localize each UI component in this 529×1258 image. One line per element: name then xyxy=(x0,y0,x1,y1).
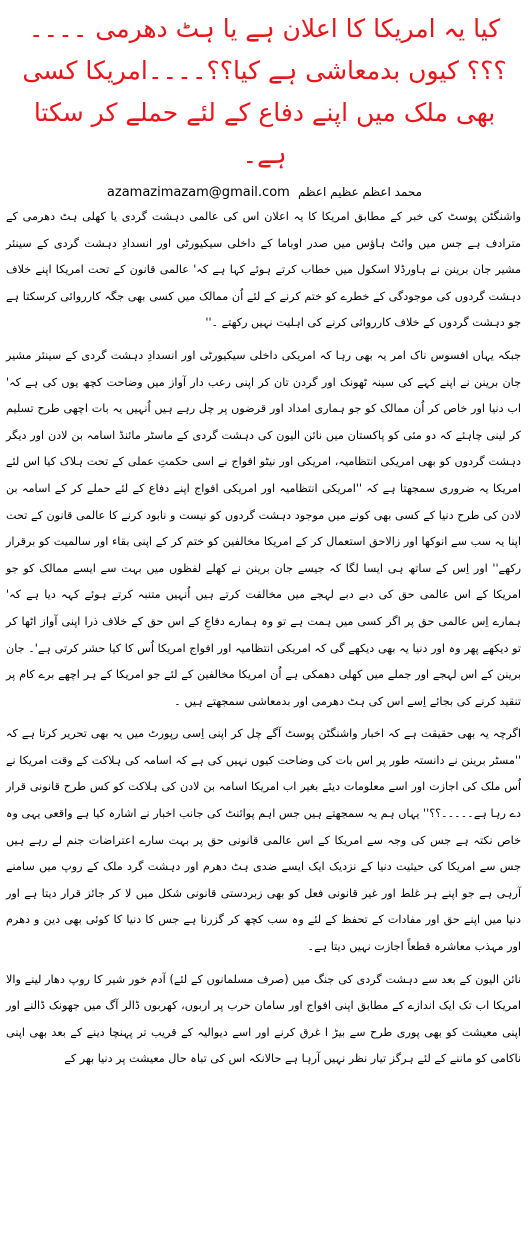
author-byline xyxy=(0,182,529,202)
paragraph: نائن الیون کے بعد سے دہشت گردی کی جنگ میں (صرف مسلمانوں کے لئے) آدم خور شیر کا روپ دھار لینے والا امریکا اب تک ایک اندازے کے مطابق اپنی افواج اور سامان حرب پر اربوں، کھربوں ڈالر آگ میں جھونک ڈالنے اور اپنی معیشت کو بھی پوری طرح سے بیڑ ا غرق کرنے اور اسے دیوالیہ کے قریب تر پہنچا دینے کے بعد بھی اپنی ناکامی کو ماننے کے لئے ہرگز تیار نظر نہیں آرہا ہے حالانکہ اس کی تباہ حال معیشت پر دنیا بھر کے xyxy=(6,972,521,1066)
paragraph: واشنگٹن پوسٹ کی خبر کے مطابق امریکا کا یہ اعلان اس کی عالمی دہشت گردی یا کھلی ہٹ دھرمی کے مترادف ہے جس میں وائٹ ہاؤس میں صدر اوباما کے داخلی سیکیورٹی اور انسدادِ دہشت گردی کے سینئر مشیر جان برینن نے ہاورڈلا اسکول میں خطاب کرتے ہوئے کہا ہے کہ' عالمی قانون کے تحت امریکا اپنے خلاف دہشت گردوں کی موجودگی کے خطرے کو ختم کرنے کے لئے اُن ممالک میں کسی بھی جگہ کارروائی کرسکتا ہے جو دہشت گردوں کے خلاف کارروائی کرنے کی اہلیت نہیں رکھتے ۔'' xyxy=(6,210,521,330)
paragraph: جبکہ یہاں افسوس ناک امر یہ بھی رہا کہ امریکی داخلی سیکیورٹی اور انسدادِ دہشت گردی کے سینئر مشیر جان برینن نے اپنے کہے کی سینہ ٹھونک اور گردن تان کر اپنی رعب دار آواز میں وضاحت کچھ یوں کی ہے کہ' اب دنیا اور خاص کر اُن ممالک کو جو ہماری امداد اور قرضوں پر چل رہے ہیں اُنہیں یہ بات اچھی طرح تسلیم کر لینی چاہئے کہ دو مئی کو پاکستان میں نائن الیون کی دہشت گردی کے ماسٹر مائنڈ اسامہ بن لادن اور دیگر دہشت گردوں کو بھی امریکی انتظامیہ، امریکی اور نیٹو افواج نے اسی حکمتِ عملی کے تحت ہلاک کیا اس لئے امریکا یہ ضروری سمجھتا ہے کہ ''امریکی انتظامیہ اور امریکی افواج اپنے دفاع کے لئے حملے کر کے اسامہ بن لادن کی طرح دنیا کے کسی بھی کونے میں موجود دہشت گردوں کو نیست و نابود کرنے کا عالمی قانون کے تحت اپنا یہ سب سے انوکھا اور زالاحق استعمال کر کے امریکا مخالفین کو ختم کر کے اپنی بقاء اور سالمیت کو برقرار رکھے'' اور اِس کے ساتھ ہی ایسا لگا کہ جیسے جان برینن نے کھلے لفظوں میں بہت سے ایسے ممالک کو جو امریکا کے اس عالمی حق کی دبے دبے لہجے میں مخالفت کرتے ہیں اُنہیں متنبہ کرتے ہوئے کہہ دیا ہے کہ' ہمارے اِس عالمی حق پر اگر کسی میں ہمت ہے تو وہ ہمارے دفاعِ کے اس حق کے خلاف ذرا اپنی آواز اٹھا کر تو دیکھے پھر وہ اور دنیا یہ بھی دیکھے گی کہ امریکی انتظامیہ اور افواج امریکا اُس کا کیا حشر کرتی ہے'۔ جان برینن کے اس لہجے اور جملے میں کھلی دھمکی ہے اُن امریکا مخالفین کے لئے جو امریکا کے ہر اچھے برے کام پر تنقید کرنے کی بجائے اِسے اس کی ہٹ دھرمی اور بدمعاشی سمجھتے ہیں ۔ xyxy=(6,348,521,708)
paragraph: اگرچہ یہ بھی حقیقت ہے کہ اخبار واشنگٹن پوسٹ آگے چل کر اپنی اِسی رپورٹ میں یہ بھی تحریر کرتا ہے کہ ''مسٹر برینن نے دانستہ طور پر اس بات کی وضاحت کیوں نہیں کی ہے کہ اسامہ کی ہلاکت کے وقت امریکا نے اُس ملک کی اجازت اور اسے معلومات دیئے بغیر اب امریکا اسامہ بن لادن کی ہلاکت کو کس طرح قانونی قرار دے رہا ہے۔۔۔۔۔؟؟'' یہاں ہم یہ سمجھتے ہیں جس اہم پوائنٹ کی جانب اخبار نے اشارہ کیا ہے واقعی یہی وہ خاص نکتہ ہے جس کی وجہ سے امریکا کے اس عالمی قانونی حق پر بہت سارے اعتراضات جنم لے رہے ہیں جس سے امریکا کی حیثیت دنیا کے نزدیک ایک ایسے ضدی ہٹ دھرم اور دہشت گرد ملک کے روپ میں سامنے آرہی ہے جو اپنے ہر غلط اور غیر قانونی فعل کو بھی زبردستی قانونی شکل میں لا کر جائز قرار دیتا ہے اور دنیا میں اپنے حق اور مفادات کے تحفظ کے لئے وہ سب کچھ کر گزرنا ہے جس کا دنیا کا کوئی بھی دین و دھرم اور مہذب معاشرہ قطعاً اجازت نہیں دیتا ہے۔ xyxy=(6,727,521,954)
article-body xyxy=(6,204,521,1073)
author-name: محمد اعظم عظیم اعظم xyxy=(297,185,423,199)
author-email: azamazimazam@gmail.com xyxy=(106,185,290,200)
article-headline: کیا یہ امریکا کا اعلان ہے یا ہٹ دھرمی ۔۔۔۔ ؟؟؟ کیوں بدمعاشی ہے کیا؟؟۔۔۔۔امریکا کسی بھی ملک میں اپنے دفاع کے لئے حملے کر سکتا ہے۔ xyxy=(22,14,507,169)
